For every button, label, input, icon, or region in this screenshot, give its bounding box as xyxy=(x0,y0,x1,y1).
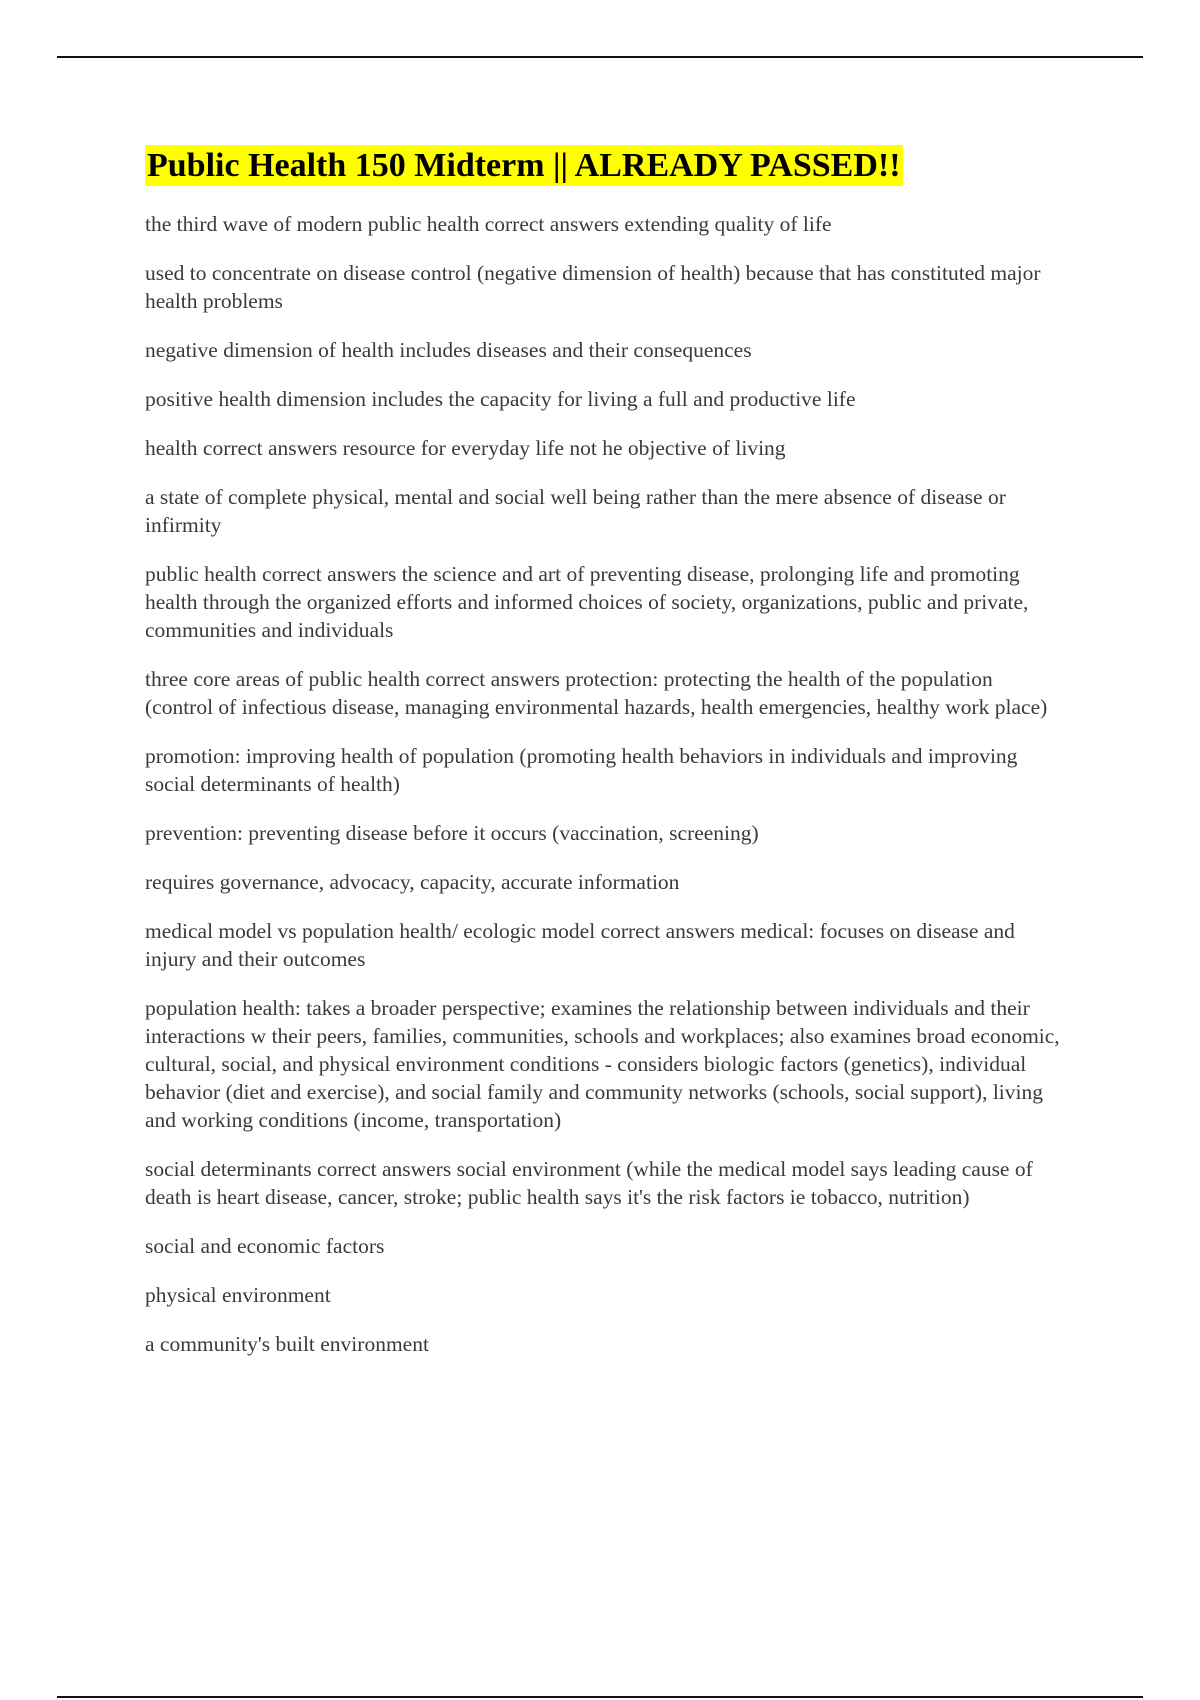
bottom-rule xyxy=(57,1696,1143,1698)
paragraph: three core areas of public health correct answers protection: protecting the health of the population (control of infectious disease, managing environmental hazards, health emergencies, healthy work place) xyxy=(145,667,1048,719)
paragraph: health correct answers resource for everyday life not he objective of living xyxy=(145,436,786,460)
paragraph: negative dimension of health includes diseases and their consequences xyxy=(145,338,752,362)
paragraph: used to concentrate on disease control (negative dimension of health) because that has constituted major health problems xyxy=(145,261,1041,313)
paragraph: positive health dimension includes the capacity for living a full and productive life xyxy=(145,387,856,411)
paragraph: a state of complete physical, mental and social well being rather than the mere absence of disease or infirmity xyxy=(145,485,1006,537)
paragraph: medical model vs population health/ ecologic model correct answers medical: focuses on disease and injury and their outcomes xyxy=(145,919,1015,971)
paragraph: population health: takes a broader perspective; examines the relationship between individuals and their interactions w their peers, families, communities, schools and workplaces; also examines broad economic, cultural, social, and physical environment conditions - considers biologic factors (genetics), individual behavior (diet and exercise), and social family and community networks (schools, social support), living and working conditions (income, transportation) xyxy=(145,996,1060,1132)
paragraph: social determinants correct answers social environment (while the medical model says leading cause of death is heart disease, cancer, stroke; public health says it's the risk factors ie tobacco, nutrition) xyxy=(145,1157,1033,1209)
document-body xyxy=(145,140,1065,1379)
paragraph: requires governance, advocacy, capacity, accurate information xyxy=(145,870,680,894)
paragraph: public health correct answers the science and art of preventing disease, prolonging life and promoting health through the organized efforts and informed choices of society, organizations, public and private, communities and individuals xyxy=(145,562,1029,642)
paragraph: promotion: improving health of population (promoting health behaviors in individuals and improving social determinants of health) xyxy=(145,744,1018,796)
top-rule xyxy=(57,56,1143,58)
title-highlight: Public Health 150 Midterm || ALREADY PASSED!! xyxy=(147,147,901,184)
paragraph: prevention: preventing disease before it occurs (vaccination, screening) xyxy=(145,821,759,845)
paragraph: a community's built environment xyxy=(145,1332,429,1356)
paragraph: the third wave of modern public health correct answers extending quality of life xyxy=(145,212,832,236)
paragraph: social and economic factors xyxy=(145,1234,385,1258)
document-title xyxy=(145,140,1065,192)
paragraph: physical environment xyxy=(145,1283,331,1307)
